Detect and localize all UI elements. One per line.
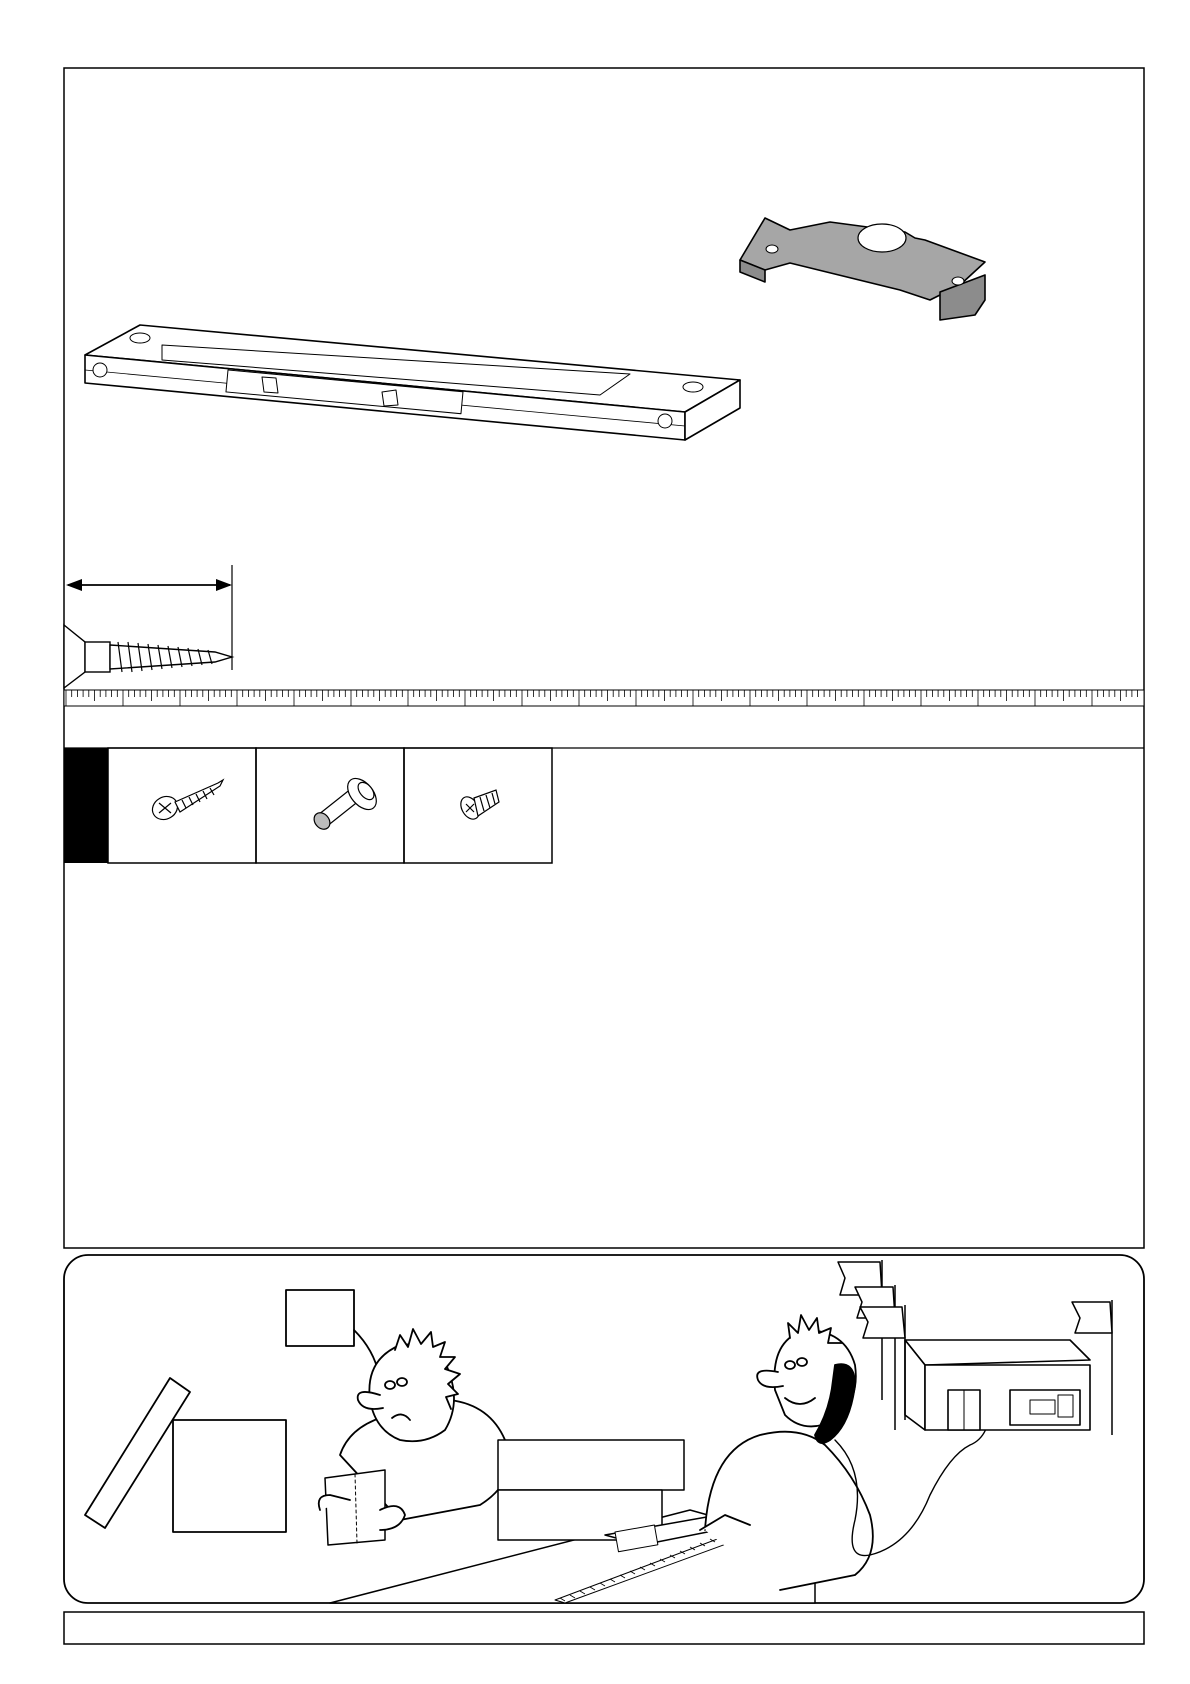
mm-ruler (64, 690, 1144, 706)
mounting-bracket (740, 218, 985, 320)
washer-head-screw-icon (148, 780, 223, 824)
store-building (905, 1340, 1090, 1430)
hardware-marker (64, 748, 108, 863)
connector-bolt-icon (311, 773, 382, 832)
rail-bar (85, 325, 740, 440)
confused-customer (85, 1290, 509, 1545)
wood-screw-icon (64, 625, 232, 688)
short-screw-icon (457, 790, 499, 822)
speech-bubble (286, 1290, 354, 1346)
footer-bar (64, 1612, 1144, 1644)
